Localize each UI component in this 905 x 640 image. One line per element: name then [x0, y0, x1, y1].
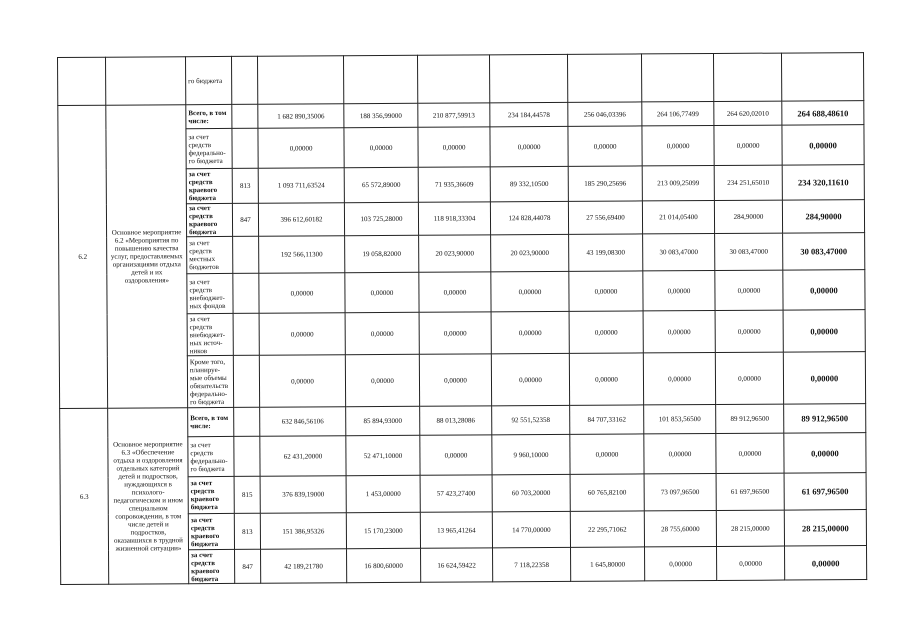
- table-body: [58, 53, 867, 585]
- value-cell: [567, 54, 641, 102]
- value-cell: 20 023,90000: [419, 235, 491, 272]
- code-cell: [231, 56, 257, 104]
- funding-source-cell: за счет средств краевого бюджета: [188, 476, 234, 513]
- value-cell: 0,00000: [715, 270, 783, 310]
- value-cell: 28 215,00000: [716, 510, 784, 546]
- value-cell: 28 215,00000: [784, 510, 866, 547]
- value-cell: 0,00000: [569, 353, 643, 405]
- value-cell: 30 083,47000: [643, 233, 715, 270]
- value-cell: 256 046,03396: [568, 102, 642, 126]
- value-cell: 0,00000: [643, 352, 715, 404]
- value-cell: 188 356,99000: [344, 103, 418, 127]
- budget-code-cell: [234, 407, 260, 436]
- value-cell: [781, 53, 863, 102]
- value-cell: 1 645,80000: [571, 547, 645, 581]
- value-cell: 234 251,65010: [714, 165, 782, 200]
- value-cell: 0,00000: [642, 125, 714, 165]
- value-cell: 0,00000: [714, 125, 782, 165]
- value-cell: 0,00000: [419, 354, 491, 406]
- value-cell: 19 058,82000: [345, 235, 419, 272]
- value-cell: 0,00000: [569, 311, 643, 353]
- value-cell: 0,00000: [419, 272, 491, 312]
- row-index: 6.2: [58, 105, 108, 408]
- value-cell: 210 877,59913: [418, 103, 490, 127]
- value-cell: 30 083,47000: [715, 233, 783, 270]
- value-cell: 27 556,69400: [568, 201, 642, 234]
- value-cell: 0,00000: [569, 271, 643, 311]
- funding-source-cell: за счет средств краевого бюджета: [186, 203, 232, 236]
- value-cell: 60 765,82100: [570, 474, 644, 511]
- value-cell: 0,00000: [491, 311, 569, 353]
- value-cell: 0,00000: [715, 352, 783, 404]
- value-cell: 89 912,96500: [784, 404, 866, 434]
- funding-source-cell: за счет средств краевого бюджета: [188, 513, 234, 549]
- value-cell: 0,00000: [420, 435, 492, 475]
- value-cell: [489, 54, 567, 102]
- value-cell: [257, 56, 343, 105]
- value-cell: 13 965,41264: [420, 512, 492, 548]
- value-cell: 57 423,27400: [420, 475, 492, 512]
- value-cell: 234 320,11610: [782, 165, 864, 201]
- budget-code-cell: 815: [234, 476, 260, 513]
- budget-code-cell: [232, 104, 258, 128]
- value-cell: 0,00000: [715, 310, 783, 352]
- value-cell: [641, 53, 713, 101]
- value-cell: 28 755,60000: [644, 510, 716, 546]
- value-cell: 7 118,22358: [493, 547, 571, 581]
- budget-code-cell: 847: [235, 549, 261, 583]
- value-cell: 0,00000: [345, 312, 419, 354]
- value-cell: 0,00000: [419, 312, 491, 354]
- value-cell: 284,90000: [782, 200, 864, 234]
- value-cell: 65 572,89000: [344, 167, 418, 202]
- value-cell: 118 918,33304: [418, 202, 490, 235]
- value-cell: 16 624,59422: [421, 548, 493, 582]
- value-cell: 1 093 711,63524: [258, 168, 344, 204]
- value-cell: 22 295,71062: [570, 511, 644, 547]
- activity-description: Основное мероприятие 6.3 «Обеспечение отдыха и оздоровления отдельных категорий детей и подростков, нуждающихся в психолого-педагогическом и ином специальном сопровождении, в том числе детей и подростков, оказавшихся в трудной жизненной ситуации»: [108, 408, 189, 584]
- value-cell: 0,00000: [418, 127, 490, 167]
- funding-source-cell: за счет средств внебюджет-ных фондов: [187, 273, 233, 313]
- value-cell: 0,00000: [643, 310, 715, 352]
- value-cell: 0,00000: [645, 546, 717, 580]
- value-cell: 0,00000: [259, 273, 345, 314]
- funding-source-cell: за счет средств внебюджет-ных источ-ников: [187, 313, 233, 355]
- budget-code-cell: [233, 355, 259, 407]
- value-cell: 151 386,95326: [260, 513, 346, 550]
- funding-source-cell: за счет средств краевого бюджета: [189, 549, 235, 583]
- value-cell: 52 471,10000: [346, 435, 420, 475]
- funding-source-cell: за счет средств федерально-го бюджета: [188, 436, 234, 476]
- value-cell: 264 620,02010: [714, 101, 782, 125]
- value-cell: [713, 53, 781, 101]
- value-cell: 0,00000: [568, 126, 642, 166]
- value-cell: 124 828,44078: [490, 201, 568, 234]
- budget-code-cell: [233, 273, 259, 313]
- value-cell: 264 106,77499: [642, 101, 714, 125]
- value-cell: 0,00000: [491, 271, 569, 311]
- value-cell: 0,00000: [491, 353, 569, 405]
- value-cell: 0,00000: [783, 352, 865, 404]
- value-cell: 0,00000: [258, 128, 344, 169]
- value-cell: 213 009,25099: [642, 165, 714, 200]
- table-row: [58, 53, 864, 106]
- value-cell: 43 199,08300: [569, 234, 643, 271]
- value-cell: 14 770,00000: [492, 511, 570, 547]
- value-cell: 1 682 890,35006: [258, 104, 344, 129]
- value-cell: 264 688,48610: [782, 101, 864, 126]
- row-index: 6.3: [60, 408, 109, 584]
- budget-table: [57, 52, 867, 585]
- funding-source-cell: Кроме того, планируе-мые объемы обязательств федерально-го бюджета: [187, 355, 233, 407]
- value-cell: 61 697,96500: [716, 473, 784, 510]
- budget-code-cell: 847: [232, 203, 258, 236]
- description-cell: [106, 57, 186, 105]
- value-cell: 234 184,44578: [490, 102, 568, 126]
- value-cell: 192 566,11300: [259, 236, 345, 274]
- budget-code-cell: [232, 128, 258, 168]
- value-cell: 62 431,20000: [260, 436, 346, 477]
- value-cell: 376 839,19000: [260, 476, 346, 514]
- value-cell: 15 170,23000: [346, 512, 420, 548]
- value-cell: 85 894,93000: [346, 406, 420, 435]
- value-cell: 0,00000: [783, 270, 865, 311]
- value-cell: 396 612,60182: [258, 203, 344, 237]
- budget-code-cell: [233, 236, 259, 273]
- value-cell: 61 697,96500: [784, 473, 866, 511]
- value-cell: 30 083,47000: [783, 233, 865, 271]
- value-cell: 71 935,36609: [418, 167, 490, 202]
- value-cell: 0,00000: [782, 125, 864, 166]
- value-cell: 0,00000: [644, 433, 716, 473]
- funding-source-cell: за счет средств федерально-го бюджета: [186, 128, 232, 168]
- budget-code-cell: 813: [232, 168, 258, 203]
- value-cell: 101 853,56500: [644, 404, 716, 433]
- value-cell: 0,00000: [344, 127, 418, 167]
- value-cell: 0,00000: [345, 272, 419, 312]
- budget-code-cell: [233, 313, 259, 355]
- funding-source-cell: Всего, в том числе:: [186, 104, 232, 128]
- value-cell: 0,00000: [785, 546, 867, 581]
- value-cell: 1 453,00000: [346, 475, 420, 512]
- value-cell: 185 290,25696: [568, 166, 642, 201]
- value-cell: 0,00000: [259, 313, 345, 356]
- value-cell: 0,00000: [490, 126, 568, 166]
- value-cell: 89 332,10500: [490, 166, 568, 201]
- value-cell: [343, 55, 417, 103]
- value-cell: 84 707,33162: [570, 405, 644, 434]
- value-cell: 88 013,28086: [420, 406, 492, 435]
- value-cell: [417, 55, 489, 103]
- value-cell: 0,00000: [716, 433, 784, 473]
- budget-code-cell: [234, 436, 260, 476]
- value-cell: 0,00000: [717, 546, 785, 580]
- value-cell: 0,00000: [783, 310, 865, 353]
- value-cell: 20 023,90000: [491, 234, 569, 271]
- value-cell: 0,00000: [259, 355, 345, 408]
- funding-source-cell: го бюджета: [186, 56, 232, 104]
- funding-source-cell: за счет средств краевого бюджета: [186, 168, 232, 203]
- budget-code-cell: 813: [234, 513, 260, 549]
- funding-source-cell: Всего, в том числе:: [188, 407, 234, 436]
- value-cell: 60 703,20000: [492, 474, 570, 511]
- value-cell: 632 846,56106: [260, 407, 346, 437]
- funding-source-cell: за счет средств местных бюджетов: [187, 236, 233, 273]
- value-cell: 103 725,28000: [344, 202, 418, 235]
- value-cell: 0,00000: [643, 270, 715, 310]
- value-cell: 42 189,21780: [261, 549, 347, 584]
- value-cell: 284,90000: [714, 200, 782, 233]
- value-cell: 73 097,96500: [644, 473, 716, 510]
- activity-description: Основное мероприятие 6.2 «Мероприятия по повышению качества услуг, предоставляемых организациями отдыха детей и их оздоровления»: [106, 105, 188, 408]
- value-cell: 21 014,05400: [642, 200, 714, 233]
- value-cell: 0,00000: [570, 434, 644, 474]
- index-cell: [58, 57, 106, 105]
- value-cell: 92 551,52358: [492, 405, 570, 434]
- value-cell: 89 912,96500: [716, 404, 784, 433]
- value-cell: 0,00000: [345, 354, 419, 406]
- value-cell: 9 960,10000: [492, 434, 570, 474]
- value-cell: 16 800,60000: [347, 548, 421, 582]
- value-cell: 0,00000: [784, 433, 866, 474]
